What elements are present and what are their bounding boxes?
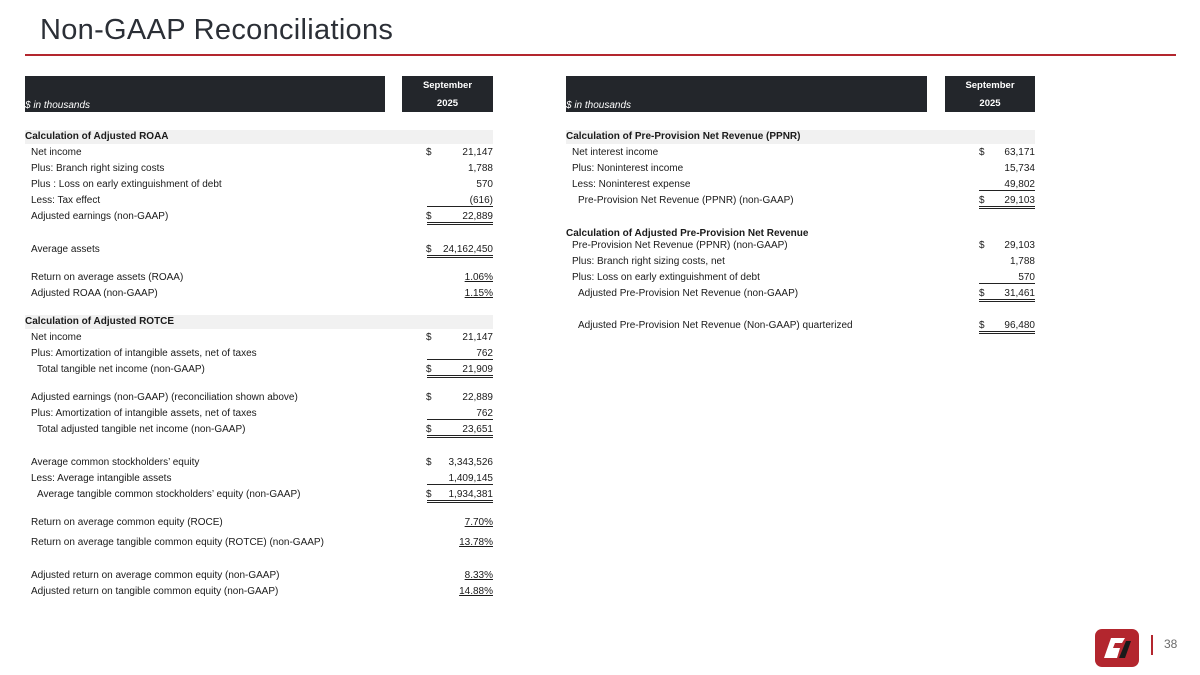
row-label: Return on average assets (ROAA)	[31, 272, 184, 283]
table-row	[25, 331, 493, 345]
row-label: Plus: Loss on early extinguishment of debt	[572, 272, 760, 283]
row-value: 1.06%	[464, 272, 493, 283]
row-label: Adjusted Pre-Provision Net Revenue (non-GAAP)	[578, 288, 799, 299]
row-value: 22,889	[462, 211, 493, 222]
table-row	[25, 210, 493, 224]
row-value: 1,788	[467, 163, 493, 174]
row-label: Net income	[31, 332, 82, 343]
row-label: Average assets	[31, 244, 100, 255]
row-value: 8.33%	[464, 570, 493, 581]
row-value: 1,934,381	[448, 489, 493, 500]
currency-symbol: $	[979, 147, 985, 158]
table-row	[25, 271, 493, 285]
row-label: Plus: Branch right sizing costs	[31, 163, 165, 174]
row-label: Average tangible common stockholders’ equity (non-GAAP)	[37, 489, 301, 500]
column-header-month: September	[965, 80, 1015, 91]
page-title: Non-GAAP Reconciliations	[40, 14, 394, 46]
row-label: Adjusted earnings (non-GAAP)	[31, 211, 169, 222]
table-row	[25, 287, 493, 301]
currency-symbol: $	[426, 147, 432, 158]
table-row	[25, 569, 493, 583]
table-row	[25, 243, 493, 257]
row-value: 1,409,145	[448, 473, 493, 484]
table-row	[566, 178, 1035, 192]
section-heading-row	[25, 315, 493, 329]
row-value: 14.88%	[459, 586, 493, 597]
currency-symbol: $	[426, 457, 432, 468]
section-heading-row	[25, 130, 493, 144]
currency-symbol: $	[426, 424, 432, 435]
section-heading-row	[566, 130, 1035, 144]
row-value: 31,461	[1004, 288, 1035, 299]
row-label: Adjusted Pre-Provision Net Revenue (Non-GAAP) quarterized	[578, 320, 853, 331]
row-label: Adjusted return on average common equity (non-GAAP)	[31, 570, 280, 581]
table-row	[25, 585, 493, 599]
currency-symbol: $	[426, 364, 432, 375]
row-value: 570	[476, 179, 493, 190]
table-row	[566, 239, 1035, 253]
row-label: Total tangible net income (non-GAAP)	[37, 364, 205, 375]
table-row	[25, 423, 493, 437]
row-label: Plus: Noninterest income	[572, 163, 684, 174]
row-label: Plus: Amortization of intangible assets, net of taxes	[31, 348, 257, 359]
row-value: 49,802	[1004, 179, 1035, 190]
row-value: 23,651	[462, 424, 493, 435]
row-value: 21,147	[462, 147, 493, 158]
row-value: 3,343,526	[448, 457, 493, 468]
table-row	[25, 516, 493, 530]
ppnr-table	[566, 76, 1035, 346]
table-row	[25, 363, 493, 377]
row-label: Adjusted return on tangible common equity (non-GAAP)	[31, 586, 279, 597]
row-value: 570	[1018, 272, 1035, 283]
currency-symbol: $	[979, 288, 985, 299]
section-heading: Calculation of Adjusted Pre-Provision Net Revenue	[566, 228, 809, 239]
row-value: 96,480	[1004, 320, 1035, 331]
row-value: 15,734	[1004, 163, 1035, 174]
table-row	[25, 536, 493, 550]
row-value: 29,103	[1004, 240, 1035, 251]
row-value: 29,103	[1004, 195, 1035, 206]
row-value: 22,889	[462, 392, 493, 403]
currency-symbol: $	[426, 211, 432, 222]
row-value: 1,788	[1009, 256, 1035, 267]
row-label: Plus: Branch right sizing costs, net	[572, 256, 725, 267]
section-heading: Calculation of Adjusted ROAA	[25, 131, 169, 142]
page-number-divider	[1151, 635, 1153, 655]
currency-symbol: $	[426, 392, 432, 403]
table-row	[566, 319, 1035, 333]
row-label: Pre-Provision Net Revenue (PPNR) (non-GAAP)	[572, 240, 788, 251]
row-label: Less: Average intangible assets	[31, 473, 172, 484]
table-row	[566, 271, 1035, 285]
row-value: 762	[476, 348, 493, 359]
row-label: Less: Noninterest expense	[572, 179, 691, 190]
currency-symbol: $	[426, 244, 432, 255]
row-label: Return on average tangible common equity (ROTCE) (non-GAAP)	[31, 537, 324, 548]
table-row	[25, 194, 493, 208]
currency-symbol: $	[979, 195, 985, 206]
section-heading: Calculation of Pre-Provision Net Revenue (PPNR)	[566, 131, 801, 142]
row-label: Plus: Amortization of intangible assets, net of taxes	[31, 408, 257, 419]
table-row	[566, 146, 1035, 160]
units-label: $ in thousands	[25, 100, 91, 111]
currency-symbol: $	[979, 240, 985, 251]
table-row	[25, 456, 493, 470]
table-row	[566, 255, 1035, 269]
row-value: 24,162,450	[442, 244, 493, 255]
row-label: Plus : Loss on early extinguishment of debt	[31, 179, 222, 190]
row-value: 13.78%	[459, 537, 493, 548]
row-label: Adjusted ROAA (non-GAAP)	[31, 288, 158, 299]
table-row	[25, 146, 493, 160]
page-number: 38	[1164, 637, 1178, 651]
row-value: 63,171	[1004, 147, 1035, 158]
row-value: 21,909	[462, 364, 493, 375]
table-row	[25, 407, 493, 421]
row-label: Less: Tax effect	[31, 195, 101, 206]
currency-symbol: $	[426, 489, 432, 500]
table-row	[25, 472, 493, 486]
units-label: $ in thousands	[566, 100, 632, 111]
currency-symbol: $	[979, 320, 985, 331]
row-value: 762	[476, 408, 493, 419]
row-value: 21,147	[462, 332, 493, 343]
row-label: Total adjusted tangible net income (non-GAAP)	[37, 424, 246, 435]
row-value: 1.15%	[464, 288, 493, 299]
row-label: Net interest income	[572, 147, 659, 158]
column-header-september-2025	[945, 76, 1035, 112]
adjusted-roaa-rotce-table	[25, 76, 493, 606]
row-label: Return on average common equity (ROCE)	[31, 517, 223, 528]
table-row	[25, 391, 493, 405]
row-label: Net income	[31, 147, 82, 158]
company-logo	[1095, 629, 1139, 667]
table-row	[566, 287, 1035, 301]
section-heading: Calculation of Adjusted ROTCE	[25, 316, 175, 327]
column-header-september-2025	[402, 76, 493, 112]
row-label: Adjusted earnings (non-GAAP) (reconciliation shown above)	[31, 392, 298, 403]
column-header-year: 2025	[979, 98, 1001, 109]
table-row	[566, 194, 1035, 208]
table-row	[566, 162, 1035, 176]
currency-symbol: $	[426, 332, 432, 343]
table-row	[25, 162, 493, 176]
row-label: Average common stockholders’ equity	[31, 457, 200, 468]
table-row	[25, 347, 493, 361]
table-row	[25, 488, 493, 502]
title-divider	[25, 54, 1176, 56]
column-header-month: September	[422, 80, 473, 91]
row-value: 7.70%	[464, 517, 493, 528]
column-header-year: 2025	[436, 98, 459, 109]
table-row	[25, 178, 493, 192]
row-label: Pre-Provision Net Revenue (PPNR) (non-GAAP)	[578, 195, 794, 206]
row-value: (616)	[469, 195, 493, 206]
